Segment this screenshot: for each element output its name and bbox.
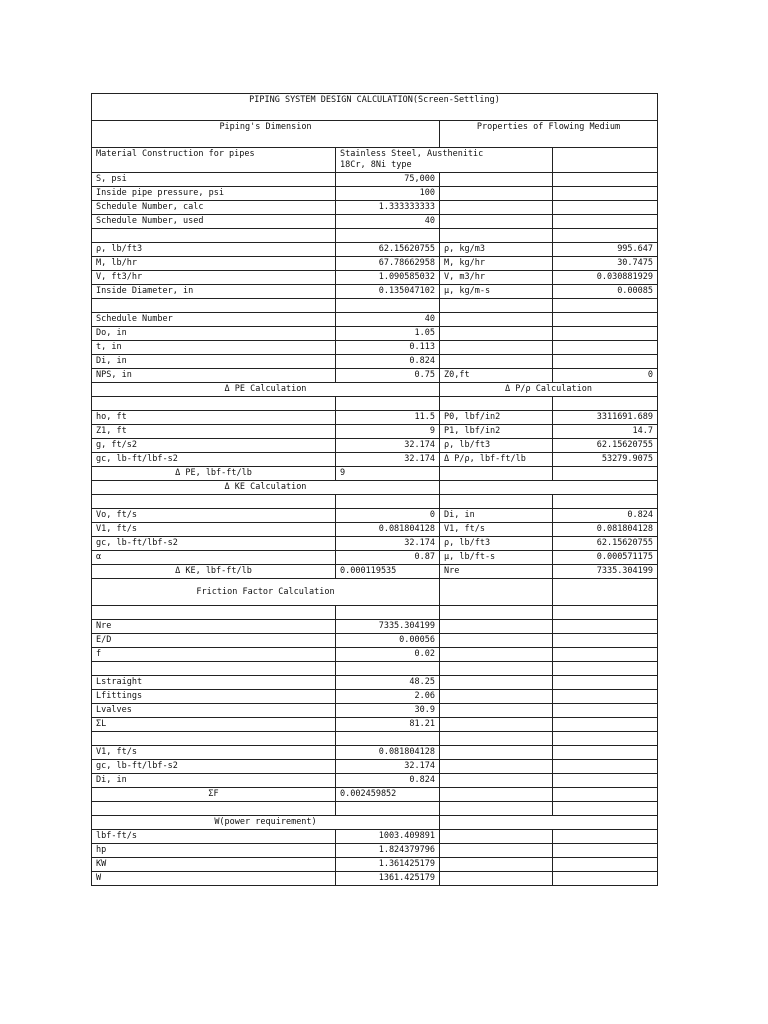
value-cell <box>553 830 658 844</box>
section-blank <box>440 816 658 830</box>
table-row <box>92 676 658 690</box>
table-row <box>92 858 658 872</box>
table-row <box>92 425 658 439</box>
value-cell: 32.174 <box>336 537 440 551</box>
label-cell <box>440 397 553 411</box>
value-cell <box>553 327 658 341</box>
label-cell: Lfittings <box>92 690 336 704</box>
table-row <box>92 355 658 369</box>
value-cell: 100 <box>336 187 440 201</box>
sheet-title: PIPING SYSTEM DESIGN CALCULATION(Screen-Settling) <box>92 94 658 121</box>
label-cell: Nre <box>92 620 336 634</box>
table-row <box>92 551 658 565</box>
pe-result-row-label: Δ PE, lbf-ft/lb <box>92 467 336 481</box>
value-cell <box>553 788 658 802</box>
value-cell <box>553 690 658 704</box>
value-cell: 0.113 <box>336 341 440 355</box>
label-cell <box>440 774 553 788</box>
label-cell <box>92 299 336 313</box>
material-blank <box>553 148 658 173</box>
label-cell <box>440 830 553 844</box>
label-cell: V1, ft/s <box>440 523 553 537</box>
label-cell <box>440 495 553 509</box>
flowing-medium-header: Properties of Flowing Medium <box>440 121 658 148</box>
label-cell: Di, in <box>440 509 553 523</box>
value-cell: 32.174 <box>336 453 440 467</box>
label-cell <box>440 690 553 704</box>
table-row <box>92 369 658 383</box>
pe-result-row <box>92 467 658 481</box>
label-cell <box>440 229 553 243</box>
value-cell: 75,000 <box>336 173 440 187</box>
value-cell <box>336 299 440 313</box>
value-cell: 53279.9075 <box>553 453 658 467</box>
friction-calc-header: Friction Factor Calculation <box>92 579 440 606</box>
ke-result-row <box>92 565 658 579</box>
label-cell: Schedule Number <box>92 313 336 327</box>
value-cell: 0.000571175 <box>553 551 658 565</box>
table-row <box>92 662 658 676</box>
value-cell <box>553 299 658 313</box>
label-cell <box>440 355 553 369</box>
value-cell <box>336 662 440 676</box>
value-cell: 9 <box>336 425 440 439</box>
table-row <box>92 201 658 215</box>
table-row <box>92 313 658 327</box>
label-cell: gc, lb-ft/lbf-s2 <box>92 453 336 467</box>
value-cell <box>553 187 658 201</box>
label-cell <box>92 495 336 509</box>
ke-calc-header: Δ KE Calculation <box>92 481 440 495</box>
title-row <box>92 94 658 121</box>
sigma-f-row-label: ΣF <box>92 788 336 802</box>
label-cell: ΣL <box>92 718 336 732</box>
value-cell <box>553 215 658 229</box>
value-cell: 995.647 <box>553 243 658 257</box>
label-cell: E/D <box>92 634 336 648</box>
value-cell <box>336 229 440 243</box>
table-row <box>92 760 658 774</box>
label-cell: V1, ft/s <box>92 746 336 760</box>
value-cell <box>553 467 658 481</box>
value-cell <box>553 662 658 676</box>
value-cell: 0.87 <box>336 551 440 565</box>
label-cell <box>440 858 553 872</box>
label-cell <box>440 662 553 676</box>
power-requirement-header: W(power requirement) <box>92 816 440 830</box>
value-cell: 1361.425179 <box>336 872 440 886</box>
label-cell <box>92 397 336 411</box>
table-row <box>92 606 658 620</box>
value-cell: 40 <box>336 313 440 327</box>
value-cell: 0.081804128 <box>336 523 440 537</box>
value-cell <box>553 201 658 215</box>
label-cell: Δ P/ρ, lbf-ft/lb <box>440 453 553 467</box>
label-cell <box>440 718 553 732</box>
value-cell: 0.081804128 <box>553 523 658 537</box>
table-row <box>92 173 658 187</box>
p-rho-calc-header: Δ P/ρ Calculation <box>440 383 658 397</box>
blank-cell <box>553 579 658 606</box>
table-row <box>92 285 658 299</box>
value-cell: 0.824 <box>553 509 658 523</box>
label-cell <box>440 327 553 341</box>
table-row <box>92 257 658 271</box>
label-cell <box>440 187 553 201</box>
table-row <box>92 271 658 285</box>
value-cell <box>553 495 658 509</box>
label-cell: Di, in <box>92 355 336 369</box>
value-cell: 32.174 <box>336 760 440 774</box>
value-cell <box>336 397 440 411</box>
table-row <box>92 704 658 718</box>
blank-cell <box>440 579 553 606</box>
table-row <box>92 495 658 509</box>
value-cell <box>553 676 658 690</box>
value-cell: 7335.304199 <box>336 620 440 634</box>
value-cell: 0 <box>336 509 440 523</box>
pe-result-row-value: 9 <box>336 467 440 481</box>
label-cell: Nre <box>440 565 553 579</box>
table-row <box>92 187 658 201</box>
value-cell <box>553 341 658 355</box>
label-cell: KW <box>92 858 336 872</box>
blank-cell <box>92 802 336 816</box>
table-row <box>92 523 658 537</box>
label-cell <box>440 732 553 746</box>
sigma-f-row <box>92 788 658 802</box>
label-cell: P1, lbf/in2 <box>440 425 553 439</box>
label-cell <box>92 732 336 746</box>
label-cell <box>440 760 553 774</box>
table-row <box>92 802 658 816</box>
label-cell: V, ft3/hr <box>92 271 336 285</box>
label-cell <box>440 648 553 662</box>
label-cell: Lvalves <box>92 704 336 718</box>
value-cell <box>553 872 658 886</box>
section-row <box>92 816 658 830</box>
label-cell: ρ, lb/ft3 <box>440 439 553 453</box>
label-cell <box>440 173 553 187</box>
label-cell: W <box>92 872 336 886</box>
label-cell: lbf-ft/s <box>92 830 336 844</box>
value-cell <box>553 844 658 858</box>
label-cell: t, in <box>92 341 336 355</box>
label-cell: ρ, kg/m3 <box>440 243 553 257</box>
section-row <box>92 383 658 397</box>
table-row <box>92 732 658 746</box>
table-row <box>92 229 658 243</box>
label-cell: g, ft/s2 <box>92 439 336 453</box>
label-cell: Inside Diameter, in <box>92 285 336 299</box>
blank-cell <box>553 802 658 816</box>
value-cell: 0.75 <box>336 369 440 383</box>
value-cell: 0.02 <box>336 648 440 662</box>
value-cell: 1.333333333 <box>336 201 440 215</box>
value-cell <box>553 760 658 774</box>
value-cell: 32.174 <box>336 439 440 453</box>
value-cell: 0.824 <box>336 774 440 788</box>
value-cell <box>553 313 658 327</box>
value-cell: 0.824 <box>336 355 440 369</box>
value-cell: 11.5 <box>336 411 440 425</box>
value-cell: 30.7475 <box>553 257 658 271</box>
value-cell: 7335.304199 <box>553 565 658 579</box>
value-cell: 1.361425179 <box>336 858 440 872</box>
label-cell: gc, lb-ft/lbf-s2 <box>92 537 336 551</box>
section-blank <box>440 481 658 495</box>
material-value-line2: 18Cr, 8Ni type <box>340 160 412 170</box>
label-cell <box>440 467 553 481</box>
label-cell: Schedule Number, used <box>92 215 336 229</box>
label-cell: M, lb/hr <box>92 257 336 271</box>
label-cell <box>440 299 553 313</box>
value-cell <box>553 746 658 760</box>
material-row <box>92 148 658 173</box>
value-cell <box>336 606 440 620</box>
value-cell: 0.00056 <box>336 634 440 648</box>
label-cell <box>440 844 553 858</box>
value-cell: 0 <box>553 369 658 383</box>
table-row <box>92 215 658 229</box>
value-cell: 0.00085 <box>553 285 658 299</box>
table-row <box>92 844 658 858</box>
value-cell <box>553 718 658 732</box>
value-cell: 1.090585032 <box>336 271 440 285</box>
calculation-sheet <box>91 93 657 886</box>
label-cell <box>92 229 336 243</box>
label-cell: P0, lbf/in2 <box>440 411 553 425</box>
table-row <box>92 243 658 257</box>
blank-cell <box>336 802 440 816</box>
label-cell: S, psi <box>92 173 336 187</box>
value-cell <box>553 774 658 788</box>
ke-result-row-label: Δ KE, lbf-ft/lb <box>92 565 336 579</box>
label-cell: Z0,ft <box>440 369 553 383</box>
value-cell: 14.7 <box>553 425 658 439</box>
label-cell: Schedule Number, calc <box>92 201 336 215</box>
table-row <box>92 341 658 355</box>
table-row <box>92 634 658 648</box>
table-row <box>92 439 658 453</box>
label-cell: hp <box>92 844 336 858</box>
value-cell: 1.05 <box>336 327 440 341</box>
value-cell: 81.21 <box>336 718 440 732</box>
material-label: Material Construction for pipes <box>92 148 336 173</box>
value-cell: 62.15620755 <box>553 439 658 453</box>
material-value-line1: Stainless Steel, Austhenitic <box>340 149 484 159</box>
table-row <box>92 411 658 425</box>
label-cell: V1, ft/s <box>92 523 336 537</box>
label-cell <box>440 620 553 634</box>
value-cell: 40 <box>336 215 440 229</box>
value-cell <box>553 355 658 369</box>
label-cell: f <box>92 648 336 662</box>
table-row <box>92 620 658 634</box>
material-value <box>336 148 553 173</box>
label-cell: gc, lb-ft/lbf-s2 <box>92 760 336 774</box>
pe-calc-header: Δ PE Calculation <box>92 383 440 397</box>
blank-cell <box>440 802 553 816</box>
value-cell <box>553 704 658 718</box>
table-row <box>92 537 658 551</box>
value-cell: 0.030881929 <box>553 271 658 285</box>
value-cell <box>553 648 658 662</box>
value-cell: 3311691.689 <box>553 411 658 425</box>
value-cell: 48.25 <box>336 676 440 690</box>
label-cell <box>440 201 553 215</box>
table-row <box>92 690 658 704</box>
label-cell <box>440 313 553 327</box>
label-cell <box>440 676 553 690</box>
value-cell <box>336 732 440 746</box>
label-cell: ρ, lb/ft3 <box>92 243 336 257</box>
value-cell <box>336 495 440 509</box>
value-cell <box>553 858 658 872</box>
calculation-table <box>91 93 658 886</box>
label-cell <box>440 341 553 355</box>
table-row <box>92 872 658 886</box>
table-row <box>92 746 658 760</box>
label-cell <box>92 606 336 620</box>
label-cell: Inside pipe pressure, psi <box>92 187 336 201</box>
label-cell <box>440 215 553 229</box>
label-cell: Do, in <box>92 327 336 341</box>
section-row <box>92 481 658 495</box>
table-row <box>92 397 658 411</box>
label-cell: ho, ft <box>92 411 336 425</box>
value-cell <box>553 606 658 620</box>
label-cell: Lstraight <box>92 676 336 690</box>
label-cell: ρ, lb/ft3 <box>440 537 553 551</box>
label-cell: μ, lb/ft-s <box>440 551 553 565</box>
table-row <box>92 299 658 313</box>
label-cell: V, m3/hr <box>440 271 553 285</box>
friction-header-row <box>92 579 658 606</box>
label-cell: Z1, ft <box>92 425 336 439</box>
value-cell <box>553 229 658 243</box>
value-cell <box>553 620 658 634</box>
table-row <box>92 718 658 732</box>
table-row <box>92 648 658 662</box>
value-cell: 67.78662958 <box>336 257 440 271</box>
table-row <box>92 509 658 523</box>
label-cell: NPS, in <box>92 369 336 383</box>
label-cell: α <box>92 551 336 565</box>
sigma-f-row-value: 0.002459852 <box>336 788 440 802</box>
value-cell: 1003.409891 <box>336 830 440 844</box>
value-cell: 62.15620755 <box>336 243 440 257</box>
label-cell <box>440 746 553 760</box>
label-cell <box>440 788 553 802</box>
label-cell: Vo, ft/s <box>92 509 336 523</box>
value-cell <box>553 634 658 648</box>
table-row <box>92 830 658 844</box>
label-cell: μ, kg/m-s <box>440 285 553 299</box>
value-cell: 30.9 <box>336 704 440 718</box>
value-cell: 0.081804128 <box>336 746 440 760</box>
section-header-row <box>92 121 658 148</box>
value-cell <box>553 173 658 187</box>
label-cell: Di, in <box>92 774 336 788</box>
value-cell <box>553 397 658 411</box>
value-cell: 0.135047102 <box>336 285 440 299</box>
value-cell <box>553 732 658 746</box>
label-cell <box>440 606 553 620</box>
table-row <box>92 453 658 467</box>
table-row <box>92 774 658 788</box>
value-cell: 1.824379796 <box>336 844 440 858</box>
ke-result-row-value: 0.000119535 <box>336 565 440 579</box>
label-cell <box>92 662 336 676</box>
label-cell <box>440 634 553 648</box>
label-cell: M, kg/hr <box>440 257 553 271</box>
piping-dimension-header: Piping's Dimension <box>92 121 440 148</box>
value-cell: 2.06 <box>336 690 440 704</box>
label-cell <box>440 872 553 886</box>
table-row <box>92 327 658 341</box>
value-cell: 62.15620755 <box>553 537 658 551</box>
label-cell <box>440 704 553 718</box>
